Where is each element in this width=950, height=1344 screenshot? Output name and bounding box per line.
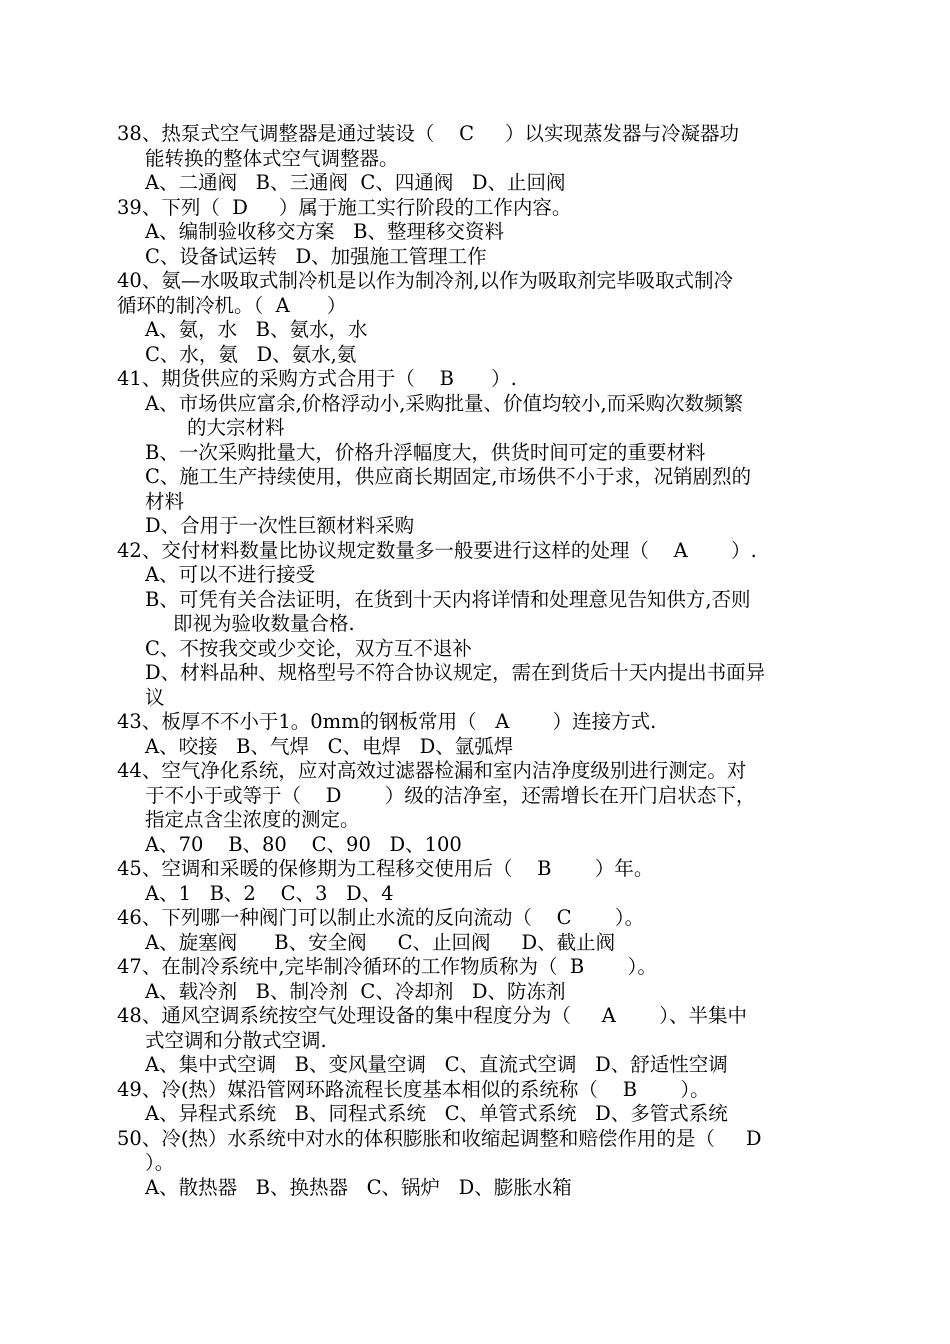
question-text: 于不小于或等于（ D ）级的洁净室，还需增长在开门启状态下， [145, 783, 756, 807]
question-49 [117, 1078, 839, 1127]
question-text: 39、下列（ D ）属于施工实行阶段的工作内容。 [117, 195, 572, 219]
question-46 [117, 906, 839, 955]
question-text: 指定点含尘浓度的测定。 [145, 808, 360, 831]
question-39 [117, 196, 839, 270]
question-text: 循环的制冷机。（ A ） [117, 293, 347, 317]
option-c: C、施工生产持续使用，供应商长期固定,市场供不小于求，况销剧烈的 [145, 465, 752, 488]
option-a: A、市场供应富余,价格浮动小,采购批量、价值均较小,而采购次数频繁 [145, 391, 744, 415]
option-line: A、1 B、2 C、3 D、4 [145, 881, 394, 905]
question-text: 45、空调和采暖的保修期为工程移交使用后（ B ）年。 [117, 857, 654, 880]
question-38 [117, 122, 839, 196]
option-line: A、异程式系统 B、同程式系统 C、单管式系统 D、多管式系统 [145, 1102, 728, 1125]
question-47 [117, 955, 839, 1004]
option-b-continued: 即视为验收数量合格. [173, 612, 355, 635]
option-d: D、合用于一次性巨额材料采购 [145, 514, 415, 537]
question-43 [117, 710, 839, 759]
option-a-continued: 的大宗材料 [187, 416, 285, 439]
option-line: A、二通阀 B、三通阀 C、四通阀 D、止回阀 [145, 171, 566, 194]
question-48 [117, 1004, 839, 1078]
option-line: A、载冷剂 B、制冷剂 C、冷却剂 D、防冻剂 [145, 979, 566, 1003]
question-50 [117, 1127, 839, 1201]
question-45 [117, 857, 839, 906]
option-c: C、不按我交或少交论，双方互不退补 [145, 636, 472, 660]
question-text: 式空调和分散式空调. [145, 1028, 327, 1052]
question-text: 47、在制冷系统中,完毕制冷循环的工作物质称为（ B ）。 [117, 955, 657, 978]
option-d: D、材料品种、规格型号不符合协议规定，需在到货后十天内提出书面异 [145, 661, 766, 684]
option-a: A、可以不进行接受 [145, 563, 316, 586]
option-line: A、氨，水 B、氨水，水 [145, 318, 368, 341]
option-b: B、可凭有关合法证明，在货到十天内将详情和处理意见告知供方,否则 [145, 587, 751, 611]
question-text: 46、下列哪一种阀门可以制止水流的反向流动（ C ）。 [117, 906, 645, 929]
option-line: A、旋塞阀 B、安全阀 C、止回阀 D、截止阀 [145, 930, 616, 954]
question-text: 能转换的整体式空气调整器。 [145, 146, 399, 170]
question-text: 40、氨—水吸取式制冷机是以作为制冷剂,以作为吸取剂完毕吸取式制冷 [117, 269, 734, 292]
option-line: C、设备试运转 D、加强施工管理工作 [145, 244, 487, 268]
option-line: A、70 B、80 C、90 D、100 [145, 832, 462, 856]
option-line: A、散热器 B、换热器 C、锅炉 D、膨胀水箱 [145, 1175, 572, 1199]
question-text: 38、热泵式空气调整器是通过装设（ C ）以实现蒸发器与冷凝器功 [117, 122, 740, 145]
option-line: A、编制验收移交方案 B、整理移交资料 [145, 220, 505, 243]
question-text: 48、通风空调系统按空气处理设备的集中程度分为（ A ）、半集中 [117, 1004, 748, 1027]
option-line: A、咬接 B、气焊 C、电焊 D、氩弧焊 [145, 734, 514, 758]
question-text: 41、期货供应的采购方式合用于（ B ）. [117, 367, 517, 390]
option-line: A、集中式空调 B、变风量空调 C、直流式空调 D、舒适性空调 [145, 1053, 728, 1076]
option-line: C、水，氨 D、氨水,氨 [145, 342, 357, 366]
question-40 [117, 269, 839, 367]
question-41 [117, 367, 839, 539]
question-42 [117, 539, 839, 711]
option-c-continued: 材料 [145, 489, 185, 513]
question-text: 50、冷(热）水系统中对水的体积膨胀和收缩起调整和赔偿作用的是（ D [117, 1126, 762, 1150]
question-text: 43、板厚不不小于1。0mm的钢板常用（ A ）连接方式. [117, 710, 657, 733]
option-d-continued: 议 [145, 685, 165, 709]
exam-page [117, 122, 839, 1200]
question-text: 49、冷(热）媒沿管网环路流程长度基本相似的系统称（ B ）。 [117, 1077, 710, 1101]
question-text: ）。 [145, 1151, 175, 1174]
question-text: 42、交付材料数量比协议规定数量多一般要进行这样的处理（ A ）. [117, 538, 757, 562]
option-b: B、一次采购批量大，价格升浮幅度大，供货时间可定的重要材料 [145, 440, 706, 464]
question-44 [117, 759, 839, 857]
question-text: 44、空气净化系统，应对高效过滤器检漏和室内洁净度级别进行测定。对 [117, 759, 747, 782]
